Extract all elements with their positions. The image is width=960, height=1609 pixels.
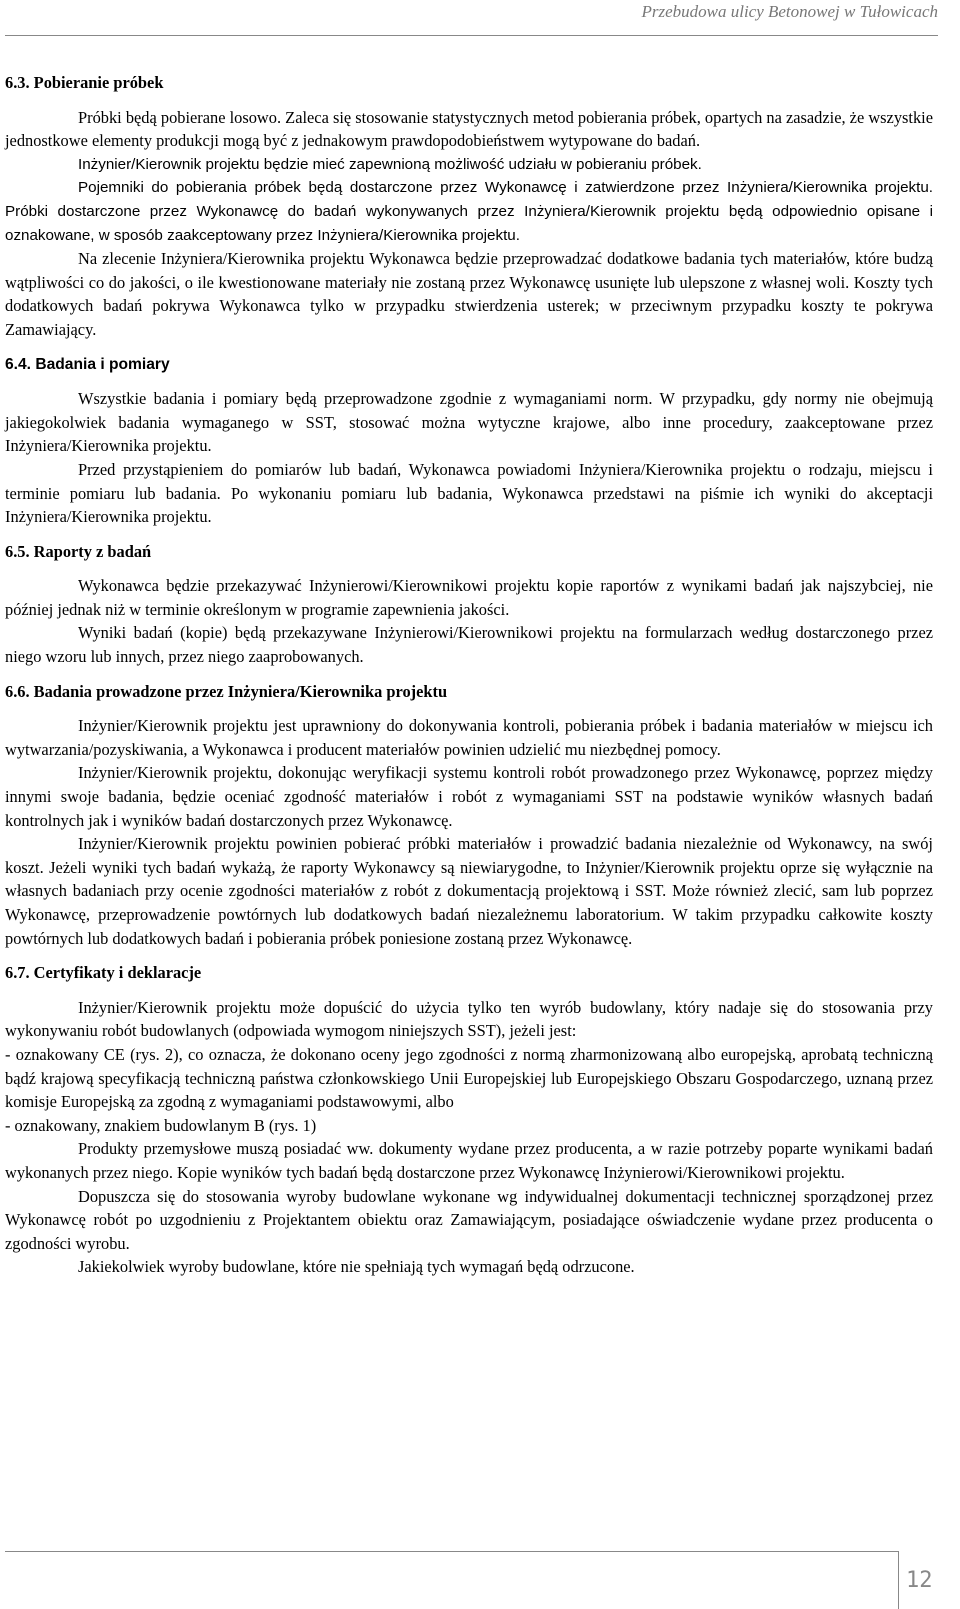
footer-divider: [5, 1551, 898, 1552]
paragraph: Pojemniki do pobierania próbek będą dostarczone przez Wykonawcę i zatwierdzone przez Inżyniera/Kierownika projektu. Próbki dostarczone przez Wykonawcę do badań wykonywanych przez Inżyniera/Kierownik projektu będą odpowiednio opisane i oznakowane, w sposób zaakceptowany przez Inżyniera/Kierownika projektu.: [5, 179, 933, 244]
paragraph: Próbki będą pobierane losowo. Zaleca się stosowanie statystycznych metod pobierania próbek, opartych na zasadzie, że wszystkie jednostkowe elementy produkcji mogą być z jednakowym prawdopodobieństwem wytypowane do badań.: [5, 107, 933, 151]
page-number: 12: [906, 1568, 933, 1593]
paragraph: Inżynier/Kierownik projektu powinien pobierać próbki materiałów i prowadzić badania niezależnie od Wykonawcy, na swój koszt. Jeżeli wyniki tych badań wykażą, że raporty Wykonawcy są niewiarygodne, to Inżynier/Kierownik projektu oprze się wyłącznie na własnych badaniach przy ocenie zgodności materiałów z robót z dokumentacją projektową i SST. Może również zlecić, sam lub poprzez Wykonawcę, przeprowadzenie powtórnych lub dodatkowych badań niezależnemu laboratorium. W takim przypadku całkowite koszty powtórnych lub dodatkowych badań i pobierania próbek poniesione zostaną przez Wykonawcę.: [5, 834, 933, 948]
paragraph: Inżynier/Kierownik projektu może dopuścić do użycia tylko ten wyrób budowlany, który nadaje się do stosowania przy wykonywaniu robót budowlanych (odpowiada wymogom niniejszych SST), jeżeli jest:: [5, 997, 933, 1041]
list-item: - oznakowany, znakiem budowlanym B (rys. 1): [5, 1115, 317, 1135]
paragraph: Przed przystąpieniem do pomiarów lub badań, Wykonawca powiadomi Inżyniera/Kierownika projektu o rodzaju, miejscu i terminie pomiaru lub badania. Po wykonaniu pomiaru lub badania, Wykonawca przedstawi na piśmie ich wyniki do akceptacji Inżyniera/Kierownika projektu.: [5, 459, 933, 527]
paragraph: Inżynier/Kierownik projektu będzie mieć zapewnioną możliwość udziału w pobieraniu próbek.: [78, 155, 702, 173]
paragraph: Na zlecenie Inżyniera/Kierownika projektu Wykonawca będzie przeprowadzać dodatkowe badania tych materiałów, które budzą wątpliwości co do jakości, o ile kwestionowane materiały nie zostaną przez Wykonawcę usunięte lub ulepszone z własnej woli. Koszty tych dodatkowych badań pokrywa Wykonawca tylko w przypadku stwierdzenia usterek; w przeciwnym przypadku koszty te pokrywa Zamawiający.: [5, 249, 933, 339]
paragraph: Jakiekolwiek wyroby budowlane, które nie spełniają tych wymagań będą odrzucone.: [78, 1257, 635, 1277]
running-header: Przebudowa ulicy Betonowej w Tułowicach: [641, 2, 938, 21]
footer-vertical-divider: [898, 1551, 899, 1609]
document-body: [5, 71, 933, 1279]
paragraph: Wykonawca będzie przekazywać Inżynierowi/Kierownikowi projektu kopie raportów z wynikami badań jak najszybciej, nie później jednak niż w terminie określonym w programie zapewnienia jakości.: [5, 576, 933, 619]
paragraph: Produkty przemysłowe muszą posiadać ww. dokumenty wydane przez producenta, a w razie potrzeby poparte wynikami badań wykonanych przez niego. Kopie wyników tych badań będą dostarczone przez Wykonawcę Inżynierowi/Kierownikowi projektu.: [5, 1139, 933, 1182]
paragraph: Wyniki badań (kopie) będą przekazywane Inżynierowi/Kierownikowi projektu na formularzach według dostarczonego przez niego wzoru lub innych, przez niego zaaprobowanych.: [5, 623, 933, 667]
section-heading-6-5: 6.5. Raporty z badań: [5, 541, 152, 561]
section-heading-6-7: 6.7. Certyfikaty i deklaracje: [5, 963, 202, 983]
paragraph: Inżynier/Kierownik projektu jest uprawniony do dokonywania kontroli, pobierania próbek i badania materiałów w miejscu ich wytwarzania/pozyskiwania, a Wykonawca i producent materiałów powinien udzielić mu niezbędnej pomocy.: [5, 716, 933, 759]
section-heading-6-6: 6.6. Badania prowadzone przez Inżyniera/Kierownika projektu: [5, 681, 448, 701]
paragraph: Inżynier/Kierownik projektu, dokonując weryfikacji systemu kontroli robót prowadzonego przez Wykonawcę, poprzez między innymi swoje badania, będzie oceniać zgodność materiałów i robót z wymaganiami SST na podstawie wyników własnych badań kontrolnych jak i wyników badań dostarczonych przez Wykonawcę.: [5, 763, 933, 830]
list-item: - oznakowany CE (rys. 2), co oznacza, że dokonano oceny jego zgodności z normą zharmonizowaną albo europejską, aprobatą techniczną bądź krajową specyfikacją techniczną państwa członkowskiego Unii Europejskiej lub Europejskiego Obszaru Gospodarczego, uznaną przez komisje Europejską za zgodną z wymaganiami podstawowymi, albo: [5, 1044, 933, 1112]
section-heading-6-4: 6.4. Badania i pomiary: [5, 355, 170, 373]
paragraph: Wszystkie badania i pomiary będą przeprowadzone zgodnie z wymaganiami norm. W przypadku, gdy normy nie obejmują jakiegokolwiek badania wymaganego w SST, stosować można wytyczne krajowe, albo inne procedury, zaakceptowane przez Inżyniera/Kierownika projektu.: [5, 389, 933, 456]
paragraph: Dopuszcza się do stosowania wyroby budowlane wykonane wg indywidualnej dokumentacji technicznej sporządzonej przez Wykonawcę robót po uzgodnieniu z Projektantem obiektu oraz Zamawiającym, posiadające oświadczenie wydane przez producenta o zgodności wyrobu.: [5, 1186, 933, 1253]
header-divider: [5, 35, 938, 36]
section-heading-6-3: 6.3. Pobieranie próbek: [5, 73, 164, 92]
